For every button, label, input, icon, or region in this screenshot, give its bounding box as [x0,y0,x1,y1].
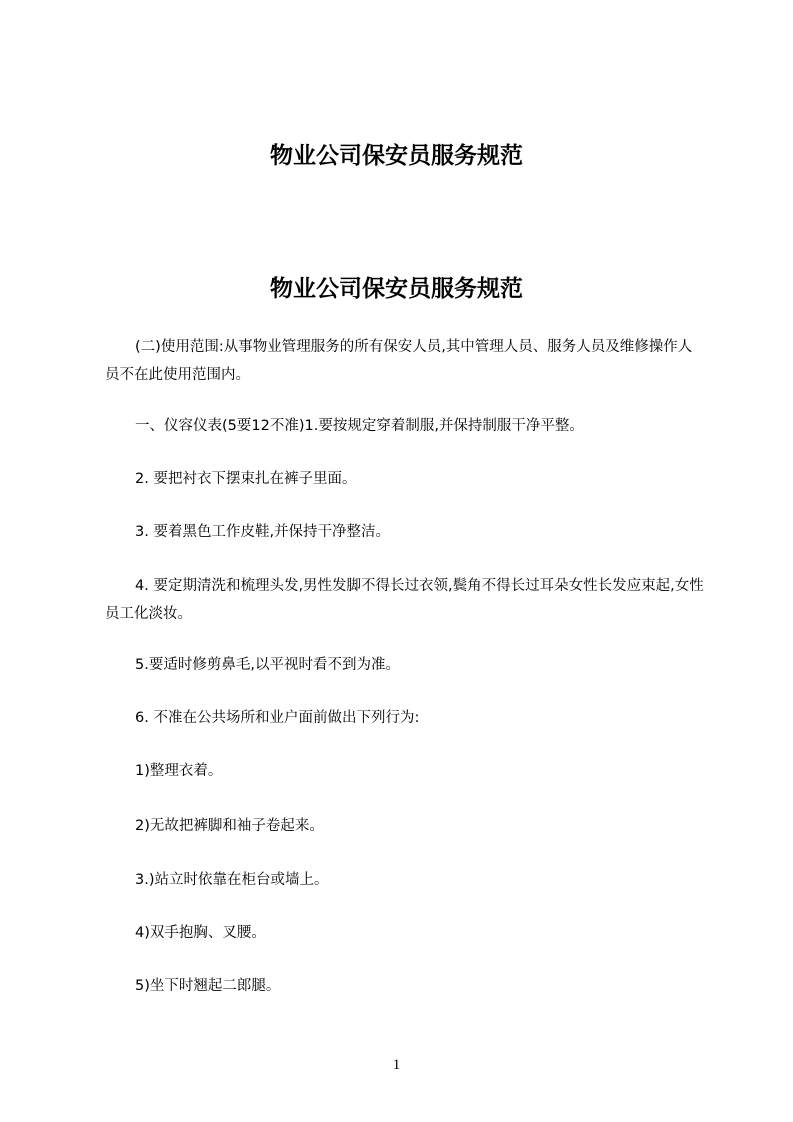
list-item-1: 1)整理衣着。 [135,763,223,779]
document-title-top: 物业公司保安员服务规范 [270,143,523,169]
paragraph-rule-2: 2. 要把衬衣下摆束扎在裤子里面。 [135,471,357,487]
paragraph-rule-5: 5.要适时修剪鼻毛,以平视时看不到为准。 [135,657,400,673]
paragraph-appearance-rule-1: 一、仪容仪表(5要12不准)1.要按规定穿着制服,并保持制服干净平整。 [135,418,584,434]
list-item-2: 2)无故把裤脚和袖子卷起来。 [135,818,324,834]
document-title-main: 物业公司保安员服务规范 [270,276,523,302]
list-item-5: 5)坐下时翘起二郎腿。 [135,978,281,994]
paragraph-rule-4: 4. 要定期清洗和梳理头发,男性发脚不得长过衣领,鬓角不得长过耳朵女性长发应束起,女性员工化淡妆。 [105,578,704,622]
page-number: 1 [392,1057,401,1073]
paragraph-rule-3: 3. 要着黑色工作皮鞋,并保持干净整洁。 [135,524,391,540]
list-item-3: 3.)站立时依靠在柜台或墙上。 [135,872,329,888]
paragraph-rule-6: 6. 不准在公共场所和业户面前做出下列行为: [135,710,420,726]
list-item-4: 4)双手抱胸、叉腰。 [135,925,266,941]
paragraph-scope: (二)使用范围:从事物业管理服务的所有保安人员,其中管理人员、服务人员及维修操作人员不在此使用范围内。 [105,339,693,383]
